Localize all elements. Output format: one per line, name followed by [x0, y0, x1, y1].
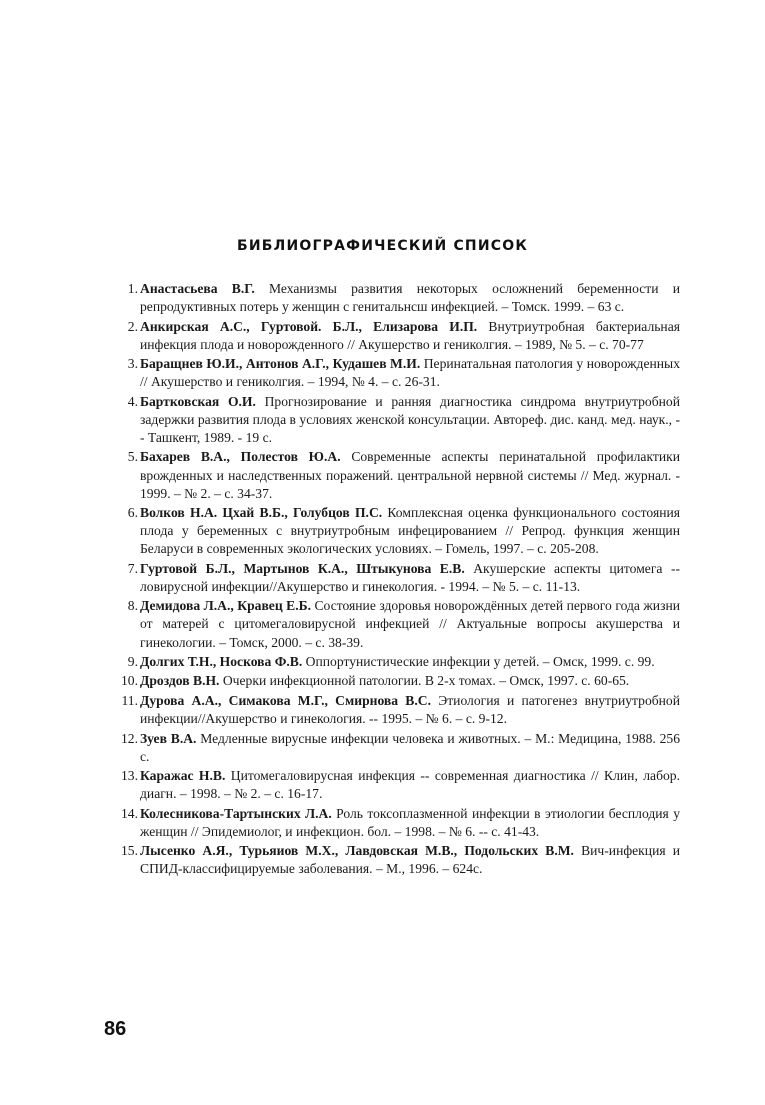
reference-item [104, 280, 680, 316]
reference-text: Медленные вирусные инфекции человека и животных. – М.: Медицина, 1988. 256 с. [140, 730, 680, 764]
reference-number: 14. [121, 805, 138, 821]
reference-authors: Зуев В.А. [140, 730, 197, 746]
reference-text: Внутриутробная бактериальная инфекция плода и новорожденного // Акушерство и гениколгия. – 1989, № 5. – с. 70-77 [140, 318, 680, 352]
reference-authors: Демидова Л.А., Кравец Е.Б. [140, 598, 311, 614]
reference-item [104, 393, 680, 447]
reference-item [104, 597, 680, 651]
reference-item [104, 504, 680, 558]
reference-number: 12. [121, 730, 138, 746]
reference-number: 5. [127, 449, 138, 465]
reference-number: 4. [127, 393, 138, 409]
reference-text: Современные аспекты перинатальной профилактики врожденных и наследственных поражений. центральной нервной системы // Мед. журнал. - 1999. – № 2. – с. 34-37. [140, 449, 680, 501]
reference-text: Вич-инфекция и СПИД-классифицируемые заболевания. – М., 1996. – 624с. [140, 843, 681, 877]
reference-number: 3. [127, 356, 138, 372]
reference-number: 13. [121, 768, 138, 784]
reference-text: Очерки инфекционной патологии. В 2-х томах. – Омск, 1997. с. 60-65. [219, 673, 630, 689]
reference-text: Роль токсоплазменной инфекции в этиологии бесплодия у женщин // Эпидемиолог, и инфекцион. бол. – 1998. – № 6. -- с. 41-43. [140, 805, 680, 839]
reference-authors: Баращнев Ю.И., Антонов А.Г., Кудашев М.И. [140, 356, 421, 372]
reference-text: Перинатальная патология у новорожденных // Акушерство и гениколгия. – 1994, № 4. – с. 26-31. [140, 356, 680, 390]
reference-item [104, 355, 680, 391]
reference-text: Цитомегаловирусная инфекция -- современная диагностика // Клин, лабор. диагн. – 1998. – № 2. – с. 16-17. [140, 768, 680, 802]
reference-text: Комплексная оценка функционального состояния плода у беременных с внутриутробным инфецированием // Репрод. функция женщин Беларуси в современных экологических условиях. – Гомель, 1997. – с. 205-208. [140, 505, 680, 557]
reference-authors: Бахарев В.А., Полестов Ю.А. [140, 449, 341, 465]
reference-text: Этиология и патогенез внутриутробной инфекции//Акушерство и гинекология. -- 1995. – № 6. – с. 9-12. [140, 692, 680, 727]
reference-item [104, 730, 680, 766]
reference-authors: Волков Н.А. Цхай В.Б., Голубцов П.С. [140, 505, 383, 521]
reference-authors: Колесникова-Тартынских Л.А. [140, 805, 332, 821]
reference-authors: Дроздов В.Н. [140, 673, 220, 689]
page-number: 86 [104, 1018, 127, 1040]
reference-authors: Лысенко А.Я., Турьяиов М.Х., Лавдовская М.В., Подольских В.М. [140, 843, 574, 859]
reference-number: 10. [121, 673, 138, 689]
reference-authors: Долгих Т.Н., Носкова Ф.В. [140, 654, 303, 669]
reference-text: Оппортунистические инфекции у детей. – Омск, 1999. с. 99. [302, 654, 655, 669]
reference-number: 9. [127, 654, 138, 669]
reference-item [104, 805, 680, 841]
reference-number: 11. [121, 692, 138, 708]
page-title: БИБЛИОГРАФИЧЕСКИЙ СПИСОК [237, 238, 528, 254]
reference-item [104, 842, 680, 878]
reference-item [104, 560, 680, 596]
reference-text: Механизмы развития некоторых осложнений беременности и репродуктивных потерь у женщин с генитальнсш инфекцией. – Томск. 1999. – 63 с. [140, 281, 680, 315]
reference-item [104, 692, 680, 728]
reference-item [104, 672, 680, 690]
reference-item [104, 318, 680, 354]
reference-authors: Бартковская О.И. [140, 393, 256, 409]
reference-item [104, 448, 680, 502]
reference-item [104, 767, 680, 803]
reference-number: 1. [127, 281, 138, 296]
reference-number: 6. [127, 505, 138, 521]
reference-number: 15. [121, 843, 138, 859]
reference-number: 2. [127, 318, 138, 334]
reference-text: Акушерские аспекты цитомега -- ловирусной инфекции//Акушерство и гинекология. - 1994. – № 5. – с. 11-13. [140, 560, 680, 594]
reference-list [104, 280, 680, 880]
reference-authors: Анастасьева В.Г. [140, 281, 255, 296]
reference-authors: Анкирская А.С., Гуртовой. Б.Л., Елизарова И.П. [140, 318, 478, 334]
reference-text: Состояние здоровья новорождённых детей первого года жизни от матерей с цитомегаловирусной инфекцией // Актуальные вопросы акушерства и гинекологии. – Томск, 2000. – с. 38-39. [140, 598, 680, 650]
reference-authors: Гуртовой Б.Л., Мартынов К.А., Штыкунова Е.В. [140, 560, 465, 576]
reference-authors: Каражас Н.В. [140, 768, 226, 784]
reference-text: Прогнозирование и ранняя диагностика синдрома внутриутробной задержки развития плода в условиях женской консультации. Автореф. дис. канд. мед. наук., -- Ташкент, 1989. - 19 с. [140, 393, 680, 445]
reference-item [104, 653, 680, 671]
reference-number: 8. [127, 598, 138, 614]
reference-number: 7. [127, 560, 138, 576]
reference-authors: Дурова А.А., Симакова М.Г., Смирнова В.С. [140, 692, 431, 708]
